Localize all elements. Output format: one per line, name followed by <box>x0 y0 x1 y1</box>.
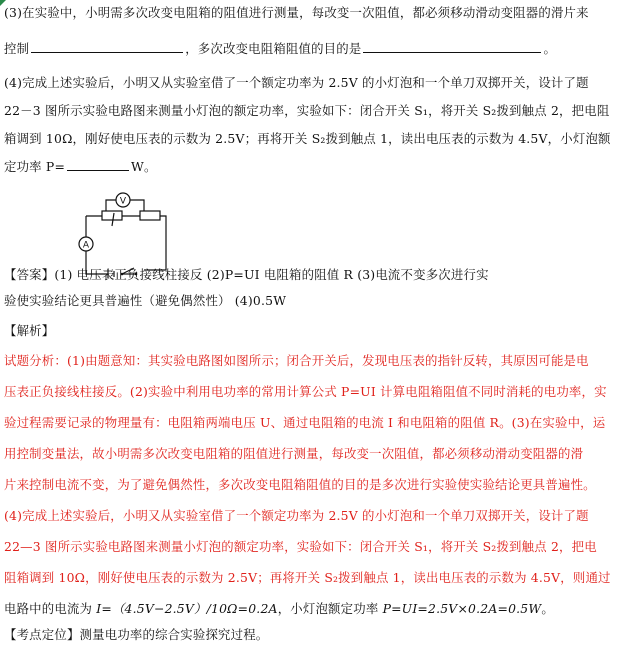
analysis-line6: (4)完成上述实验后，小明又从实验室借了一个额定功率为 2.5V 的小灯泡和一个单刀双掷开关，设计了题 <box>4 508 589 523</box>
analysis-line9-e: 。 <box>541 601 554 616</box>
analysis-line3: 验过程需要记录的物理量有：电阻箱两端电压 U、通过电阻箱的电流 I 和电阻箱的阻值 R。(3)在实验中，运 <box>4 415 606 430</box>
analysis-line4: 用控制变量法，故小明需多次改变电阻箱的阻值进行测量，每改变一次阻值，都必须移动滑动变阻器的滑 <box>4 446 584 461</box>
q4-line2: 22－3 图所示实验电路图来测量小灯泡的额定功率，实验如下：闭合开关 S₁，将开关 S₂拨到触点 2，把电阻 <box>4 103 610 118</box>
voltmeter-label: V <box>119 196 127 207</box>
answer-blank-purpose[interactable] <box>363 40 541 53</box>
answer-blank-power[interactable] <box>67 158 129 171</box>
analysis-line9 <box>4 600 554 618</box>
kaodian-line: 【考点定位】测量电功率的综合实验探究过程。 <box>4 627 269 642</box>
analysis-line7: 22—3 图所示实验电路图来测量小灯泡的额定功率，实验如下：闭合开关 S₁，将开关 S₂拨到触点 2，把电 <box>4 539 597 554</box>
answer-blank-control[interactable] <box>31 40 183 53</box>
circuit-wire-top <box>86 216 166 270</box>
q3-line1: (3)在实验中，小明需多次改变电阻箱的阻值进行测量，每改变一次阻值，都必须移动滑动变阻器的滑片来 <box>4 5 589 20</box>
answer-line2: 验使实验结论更具普遍性（避免偶然性） (4)0.5W <box>4 293 287 308</box>
power-formula: P=UI=2.5V×0.2A=0.5W <box>382 601 542 616</box>
rheostat <box>102 211 122 220</box>
q3-line2 <box>4 40 556 58</box>
q3-line2-b: ，多次改变电阻箱阻值的目的是 <box>185 41 362 56</box>
q4-line1: (4)完成上述实验后，小明又从实验室借了一个额定功率为 2.5V 的小灯泡和一个单刀双掷开关，设计了题 <box>4 75 589 90</box>
q3-line2-c: 。 <box>543 41 557 56</box>
analysis-line2: 压表正负接线柱接反。(2)实验中利用电功率的常用计算公式 P=UI 计算电阻箱阻值不同时消耗的电功率，实 <box>4 384 607 399</box>
current-formula: I=（4.5V−2.5V）/10Ω=0.2A <box>96 601 278 616</box>
q4-line4-b: W。 <box>131 159 157 174</box>
analysis-line8: 阻箱调到 10Ω，刚好使电压表的示数为 2.5V；再将开关 S₂拨到触点 1，读出电压表的示数为 4.5V，则通过 <box>4 570 611 585</box>
analysis-line5: 片来控制电流不变，为了避免偶然性，多次改变电阻箱阻值的目的是多次进行实验使实验结论更具普遍性。 <box>4 477 596 492</box>
answer-line1: 【答案】(1) 电压表正负接线柱接反 (2)P=UI 电阻箱的阻值 R (3)电流不变多次进行实 <box>4 267 489 282</box>
q4-line3: 箱调到 10Ω，刚好使电压表的示数为 2.5V；再将开关 S₂拨到触点 1，读出电压表的示数为 4.5V，小灯泡额 <box>4 131 611 146</box>
analysis-line1: 试题分析：(1)由题意知：其实验电路图如图所示；闭合开关后，发现电压表的指针反转，其原因可能是电 <box>4 353 589 368</box>
ammeter-label: A <box>82 240 90 251</box>
q4-line4-a: 定功率 P= <box>4 159 66 174</box>
analysis-line9-c: ，小灯泡额定功率 <box>277 601 383 616</box>
circuit-diagram <box>78 186 178 278</box>
analysis-line9-a: 电路中的电流为 <box>4 601 97 616</box>
q3-line2-a: 控制 <box>4 41 30 56</box>
analysis-heading: 【解析】 <box>4 323 55 338</box>
resistor-box <box>140 211 160 220</box>
q4-line4 <box>4 158 157 176</box>
